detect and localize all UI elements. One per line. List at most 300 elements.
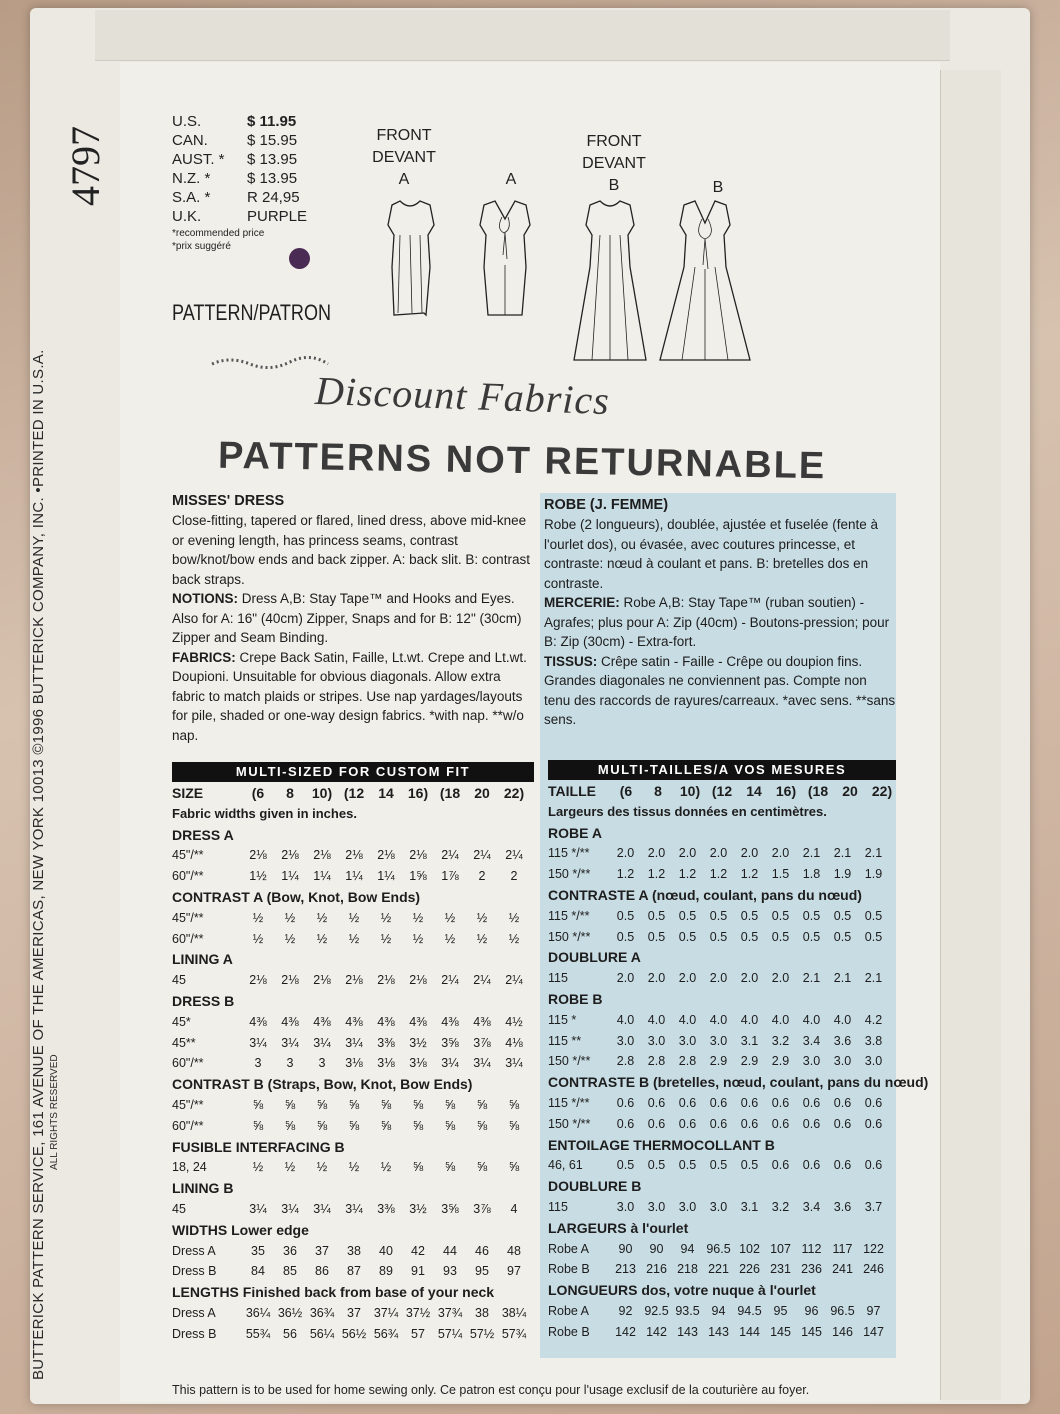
table-cell: 38¼ bbox=[501, 1305, 527, 1320]
table-section-heading: DOUBLURE B bbox=[548, 1178, 642, 1195]
row-label: 115 bbox=[548, 971, 568, 986]
table-cell: 2⅛ bbox=[377, 973, 395, 988]
table-cell: ⅝ bbox=[412, 1097, 424, 1112]
size-cell: (18 bbox=[439, 785, 461, 801]
table-cell: 2⅛ bbox=[313, 973, 331, 988]
table-cell: ½ bbox=[412, 910, 424, 925]
table-cell: 2⅛ bbox=[377, 848, 395, 863]
price-country: CAN. bbox=[172, 132, 208, 149]
yardage-table bbox=[172, 783, 540, 1345]
row-label: 45** bbox=[172, 1035, 196, 1050]
table-cell: 2⅛ bbox=[345, 848, 363, 863]
fabrics-text-fr bbox=[544, 652, 896, 730]
price-country: U.S. bbox=[172, 113, 202, 130]
table-cell: 3¼ bbox=[281, 1035, 299, 1050]
table-cell: 226 bbox=[739, 1262, 760, 1277]
table-cell: 93 bbox=[443, 1264, 457, 1279]
description-text: Close-fitting, tapered or flared, lined dress, above mid-knee or evening length, has princess seams, contrast bow/knot/bow ends and back zipper. A: back slit. B: contrast back straps. bbox=[172, 513, 530, 587]
table-cell: 1.9 bbox=[864, 867, 883, 882]
table-cell: 84 bbox=[251, 1264, 265, 1279]
table-cell: 0.5 bbox=[616, 908, 635, 923]
table-cell: 1.2 bbox=[647, 867, 666, 882]
table-section-heading: ENTOILAGE THERMOCOLLANT B bbox=[548, 1136, 775, 1153]
table-section-heading: FUSIBLE INTERFACING B bbox=[172, 1138, 345, 1155]
table-cell: 95 bbox=[475, 1264, 489, 1279]
table-cell: 3.0 bbox=[647, 1033, 666, 1048]
table-cell: 0.5 bbox=[802, 908, 821, 923]
row-label: 46, 61 bbox=[548, 1158, 583, 1173]
size-cell: (18 bbox=[807, 783, 829, 799]
table-row bbox=[172, 1033, 540, 1054]
table-cell: 0.5 bbox=[647, 1158, 666, 1173]
table-cell: 1.2 bbox=[709, 867, 728, 882]
table-cell: ⅝ bbox=[508, 1118, 520, 1133]
table-cell: ⅝ bbox=[380, 1097, 392, 1112]
size-cell: 10) bbox=[311, 785, 333, 801]
table-section-heading: DRESS B bbox=[172, 992, 235, 1009]
table-cell: 0.5 bbox=[771, 908, 790, 923]
row-label: 45 bbox=[172, 1201, 186, 1216]
table-cell: 36¼ bbox=[245, 1305, 271, 1320]
table-cell: 2.0 bbox=[678, 971, 697, 986]
table-cell: 89 bbox=[379, 1264, 393, 1279]
garment-title-fr: ROBE (J. FEMME) bbox=[544, 497, 669, 513]
table-cell: 4.0 bbox=[771, 1012, 790, 1027]
table-cell: ½ bbox=[476, 910, 488, 925]
size-cell: 8 bbox=[286, 785, 294, 801]
table-section-heading: LARGEURS à l'ourlet bbox=[548, 1219, 689, 1236]
row-label: 150 */** bbox=[548, 1116, 591, 1131]
store-stamp: Discount Fabrics bbox=[314, 367, 611, 424]
size-cell: 16) bbox=[775, 783, 797, 799]
fabrics-text bbox=[172, 648, 534, 746]
table-cell: 1⅞ bbox=[441, 869, 459, 884]
view-letter: B bbox=[712, 179, 724, 196]
table-row bbox=[172, 1324, 540, 1345]
price-row bbox=[172, 131, 317, 150]
color-code-dot bbox=[289, 248, 310, 269]
table-cell: 92.5 bbox=[644, 1303, 669, 1318]
table-cell: 0.6 bbox=[802, 1116, 821, 1131]
table-cell: 93.5 bbox=[675, 1303, 700, 1318]
table-cell: 92 bbox=[618, 1303, 633, 1318]
table-cell: ⅝ bbox=[476, 1160, 488, 1175]
table-cell: 0.5 bbox=[647, 908, 666, 923]
table-cell: 2⅛ bbox=[249, 973, 267, 988]
table-cell: 0.5 bbox=[740, 1158, 759, 1173]
table-cell: 4⅜ bbox=[473, 1014, 491, 1029]
table-cell: 2.0 bbox=[616, 971, 635, 986]
table-cell: ½ bbox=[348, 910, 360, 925]
row-label: 45"/** bbox=[172, 910, 204, 925]
table-cell: ½ bbox=[316, 931, 328, 946]
row-label: 150 */** bbox=[548, 1054, 591, 1069]
size-cell: 20 bbox=[842, 783, 858, 799]
row-label: 60"/** bbox=[172, 869, 204, 884]
table-cell: 2.0 bbox=[740, 971, 759, 986]
table-cell: 3.0 bbox=[647, 1199, 666, 1214]
table-cell: 4.0 bbox=[709, 1012, 728, 1027]
table-cell: 56¼ bbox=[309, 1326, 335, 1341]
view-letter: A bbox=[505, 171, 517, 188]
table-cell: 3.0 bbox=[833, 1054, 852, 1069]
table-cell: 0.6 bbox=[833, 1095, 852, 1110]
table-cell: 216 bbox=[646, 1262, 667, 1277]
table-cell: 143 bbox=[677, 1324, 698, 1339]
table-cell: ⅝ bbox=[252, 1097, 264, 1112]
table-cell: ½ bbox=[316, 910, 328, 925]
dress-sketches bbox=[370, 195, 790, 395]
table-cell: 0.6 bbox=[802, 1095, 821, 1110]
table-row bbox=[548, 1322, 898, 1343]
size-label-fr: TAILLE bbox=[548, 783, 596, 799]
table-cell: 0.5 bbox=[833, 908, 852, 923]
table-cell: 4.0 bbox=[678, 1012, 697, 1027]
table-row bbox=[548, 1114, 898, 1135]
table-cell: 3¼ bbox=[345, 1201, 363, 1216]
table-cell: 56 bbox=[283, 1326, 297, 1341]
table-cell: 0.6 bbox=[771, 1095, 790, 1110]
table-cell: 97 bbox=[866, 1303, 881, 1318]
table-cell: 117 bbox=[832, 1241, 853, 1256]
table-cell: 0.5 bbox=[678, 929, 697, 944]
table-cell: 38 bbox=[347, 1243, 361, 1258]
table-cell: 2 bbox=[510, 869, 518, 884]
table-cell: 145 bbox=[770, 1324, 791, 1339]
table-cell: 122 bbox=[863, 1241, 884, 1256]
table-section-heading: CONTRASTE A (nœud, coulant, pans du nœud) bbox=[548, 886, 862, 903]
price-value: $ 13.95 bbox=[247, 151, 298, 168]
table-cell: 35 bbox=[251, 1243, 265, 1258]
table-cell: ⅝ bbox=[412, 1118, 424, 1133]
table-cell: 38 bbox=[475, 1305, 489, 1320]
table-cell: 3¼ bbox=[313, 1035, 331, 1050]
side-imprint bbox=[30, 349, 60, 1380]
table-cell: ½ bbox=[348, 931, 360, 946]
table-cell: 0.6 bbox=[616, 1095, 635, 1110]
price-note-fr: *prix suggéré bbox=[172, 241, 231, 252]
table-cell: 3.0 bbox=[616, 1199, 635, 1214]
table-cell: 56¾ bbox=[373, 1326, 399, 1341]
table-cell: 4⅜ bbox=[313, 1014, 331, 1029]
table-cell: 0.5 bbox=[740, 929, 759, 944]
table-section-heading: LINING B bbox=[172, 1180, 234, 1197]
price-row bbox=[172, 150, 317, 169]
table-cell: 2¼ bbox=[473, 973, 491, 988]
table-cell: 1¼ bbox=[313, 869, 331, 884]
price-country: N.Z. * bbox=[172, 170, 211, 187]
table-section-heading: ROBE A bbox=[548, 824, 602, 841]
table-cell: 4.0 bbox=[647, 1012, 666, 1027]
table-cell: 48 bbox=[507, 1243, 521, 1258]
size-cell: (12 bbox=[711, 783, 733, 799]
table-cell: 3.0 bbox=[709, 1199, 728, 1214]
table-cell: 2.0 bbox=[709, 971, 728, 986]
size-cell: 14 bbox=[746, 783, 762, 799]
table-section-heading: ROBE B bbox=[548, 990, 603, 1007]
table-cell: 2 bbox=[478, 869, 486, 884]
table-row bbox=[548, 1239, 898, 1260]
table-cell: 96.5 bbox=[830, 1303, 855, 1318]
row-label: 60"/** bbox=[172, 1118, 204, 1133]
size-cell: 10) bbox=[679, 783, 701, 799]
table-cell: 2.9 bbox=[709, 1054, 728, 1069]
dress-a-front-sketch bbox=[388, 201, 434, 315]
table-cell: 3.4 bbox=[802, 1033, 821, 1048]
table-cell: 3.6 bbox=[833, 1199, 852, 1214]
table-cell: 90 bbox=[618, 1241, 633, 1256]
table-cell: 3⅜ bbox=[377, 1035, 395, 1050]
table-cell: 3.0 bbox=[802, 1054, 821, 1069]
table-cell: 2.9 bbox=[740, 1054, 759, 1069]
price-note: *recommended price bbox=[172, 228, 265, 239]
table-cell: 3.6 bbox=[833, 1033, 852, 1048]
notions-label-fr: MERCERIE: bbox=[544, 595, 620, 610]
notions-body-fr: Robe A,B: Stay Tape™ (ruban soutien) - Agrafes; plus pour A: Zip (40cm) - Boutons-pression; pour B: Zip (30cm) - Extra-fort. bbox=[544, 595, 890, 649]
table-section-heading: DRESS A bbox=[172, 826, 234, 843]
notions-text bbox=[172, 589, 534, 648]
table-cell: 0.5 bbox=[678, 908, 697, 923]
table-cell: 3.2 bbox=[771, 1199, 790, 1214]
table-cell: 2.1 bbox=[864, 971, 883, 986]
table-cell: ⅝ bbox=[316, 1118, 328, 1133]
front-label: FRONT bbox=[586, 133, 642, 150]
table-cell: ½ bbox=[380, 910, 392, 925]
smudge-mark-icon bbox=[210, 350, 330, 374]
table-cell: 0.6 bbox=[678, 1095, 697, 1110]
table-cell: 3⅛ bbox=[345, 1056, 363, 1071]
table-cell: 3⅝ bbox=[441, 1201, 459, 1216]
table-cell: ½ bbox=[252, 910, 264, 925]
table-cell: 2.0 bbox=[771, 846, 790, 861]
table-cell: 1.2 bbox=[678, 867, 697, 882]
table-cell: ⅝ bbox=[284, 1118, 296, 1133]
row-label: Robe A bbox=[548, 1303, 590, 1318]
table-row bbox=[172, 929, 540, 950]
table-cell: 36 bbox=[283, 1243, 297, 1258]
table-cell: 3 bbox=[286, 1056, 294, 1071]
table-cell: 3½ bbox=[409, 1035, 427, 1050]
price-value: R 24,95 bbox=[247, 189, 300, 206]
notions-label: NOTIONS: bbox=[172, 591, 238, 606]
table-row bbox=[172, 1012, 540, 1033]
table-cell: 4⅜ bbox=[281, 1014, 299, 1029]
table-cell: 2⅛ bbox=[281, 973, 299, 988]
table-cell: 3⅜ bbox=[377, 1201, 395, 1216]
table-row bbox=[172, 1241, 540, 1262]
notions-text-fr bbox=[544, 593, 896, 652]
table-cell: ½ bbox=[412, 931, 424, 946]
table-cell: 86 bbox=[315, 1264, 329, 1279]
table-cell: 94 bbox=[711, 1303, 726, 1318]
table-cell: 0.5 bbox=[616, 929, 635, 944]
table-cell: 2⅛ bbox=[249, 848, 267, 863]
table-cell: 96.5 bbox=[706, 1241, 731, 1256]
table-cell: 0.6 bbox=[740, 1095, 759, 1110]
table-cell: ⅝ bbox=[348, 1118, 360, 1133]
table-cell: 2.0 bbox=[616, 846, 635, 861]
row-label: Dress B bbox=[172, 1264, 217, 1279]
table-cell: 3¼ bbox=[249, 1201, 267, 1216]
table-cell: 2.0 bbox=[647, 971, 666, 986]
table-cell: 2¼ bbox=[441, 848, 459, 863]
rights-line: ALL RIGHTS RESERVED bbox=[49, 1054, 60, 1170]
table-row bbox=[548, 1051, 898, 1072]
fabrics-label: FABRICS: bbox=[172, 649, 236, 665]
row-label: Dress A bbox=[172, 1243, 216, 1258]
table-cell: 36½ bbox=[277, 1305, 303, 1320]
table-cell: 4.0 bbox=[833, 1012, 852, 1027]
table-cell: ⅝ bbox=[380, 1118, 392, 1133]
table-cell: 0.5 bbox=[678, 1158, 697, 1173]
table-cell: 2.0 bbox=[647, 846, 666, 861]
table-cell: 144 bbox=[739, 1324, 760, 1339]
table-cell: 218 bbox=[677, 1262, 698, 1277]
row-label: 115 ** bbox=[548, 1033, 582, 1048]
table-cell: 0.6 bbox=[740, 1116, 759, 1131]
table-section-heading: DOUBLURE A bbox=[548, 949, 641, 966]
table-cell: ⅝ bbox=[444, 1118, 456, 1133]
view-letter: B bbox=[608, 177, 620, 194]
table-cell: ½ bbox=[508, 910, 520, 925]
size-cell: 22) bbox=[871, 783, 893, 799]
table-row bbox=[548, 1259, 898, 1280]
row-label: 60"/** bbox=[172, 1056, 204, 1071]
table-cell: 3.0 bbox=[678, 1033, 697, 1048]
table-cell: 0.5 bbox=[864, 908, 883, 923]
table-cell: 2.1 bbox=[833, 971, 852, 986]
table-cell: 37 bbox=[315, 1243, 329, 1258]
table-cell: 1¼ bbox=[281, 869, 299, 884]
table-cell: 0.6 bbox=[709, 1095, 728, 1110]
table-cell: 2⅛ bbox=[409, 973, 427, 988]
row-label: Robe A bbox=[548, 1241, 590, 1256]
table-row bbox=[548, 968, 898, 989]
table-cell: ⅝ bbox=[252, 1118, 264, 1133]
table-cell: 3.1 bbox=[740, 1033, 759, 1048]
row-label: 115 */** bbox=[548, 1095, 590, 1110]
size-header-row bbox=[172, 783, 540, 804]
table-cell: 3½ bbox=[409, 1201, 427, 1216]
size-cell: (12 bbox=[343, 785, 365, 801]
table-row bbox=[548, 1093, 898, 1114]
table-cell: ½ bbox=[284, 1160, 296, 1175]
table-cell: ½ bbox=[252, 1160, 264, 1175]
table-cell: 94.5 bbox=[737, 1303, 762, 1318]
table-cell: 2.0 bbox=[740, 846, 759, 861]
table-cell: 3¼ bbox=[249, 1035, 267, 1050]
size-header-row-fr bbox=[548, 781, 898, 802]
table-cell: 4.0 bbox=[616, 1012, 635, 1027]
table-cell: 236 bbox=[801, 1262, 822, 1277]
table-cell: 0.6 bbox=[802, 1158, 821, 1173]
table-cell: 4½ bbox=[505, 1014, 523, 1029]
table-row bbox=[172, 1157, 540, 1178]
table-cell: 2¼ bbox=[473, 848, 491, 863]
table-cell: 213 bbox=[615, 1262, 636, 1277]
row-label: Dress A bbox=[172, 1305, 216, 1320]
table-cell: 145 bbox=[801, 1324, 822, 1339]
table-row bbox=[172, 1303, 540, 1324]
table-row bbox=[172, 970, 540, 991]
table-cell: ½ bbox=[380, 1160, 392, 1175]
size-table-banner: MULTI-SIZED FOR CUSTOM FIT bbox=[172, 762, 534, 782]
size-cell: (6 bbox=[251, 785, 265, 801]
table-cell: 142 bbox=[646, 1324, 667, 1339]
price-value: PURPLE bbox=[247, 208, 308, 225]
table-cell: 36¾ bbox=[309, 1305, 335, 1320]
table-cell: 0.5 bbox=[647, 929, 666, 944]
size-table-banner-fr: MULTI-TAILLES/A VOS MESURES bbox=[548, 760, 896, 780]
table-row bbox=[172, 1199, 540, 1220]
table-cell: 1¼ bbox=[345, 869, 363, 884]
size-cell: 20 bbox=[474, 785, 490, 801]
table-cell: ½ bbox=[444, 931, 456, 946]
table-cell: 94 bbox=[680, 1241, 695, 1256]
table-cell: ½ bbox=[348, 1160, 360, 1175]
table-cell: 0.6 bbox=[864, 1158, 883, 1173]
footer-note: This pattern is to be used for home sewing only. Ce patron est conçu pour l'usage exclusif de la couturière au foyer. bbox=[172, 1383, 810, 1397]
size-cell: 22) bbox=[503, 785, 525, 801]
price-row bbox=[172, 169, 317, 188]
table-cell: 2.1 bbox=[864, 846, 883, 861]
view-letter: A bbox=[398, 171, 410, 188]
size-cell: 16) bbox=[407, 785, 429, 801]
envelope-flap bbox=[95, 10, 950, 61]
row-label: 18, 24 bbox=[172, 1160, 207, 1175]
table-cell: 1¼ bbox=[377, 869, 395, 884]
table-row bbox=[548, 1197, 898, 1218]
table-cell: ½ bbox=[444, 910, 456, 925]
table-cell: 42 bbox=[411, 1243, 425, 1258]
price-list bbox=[172, 112, 317, 252]
table-cell: 37 bbox=[347, 1305, 361, 1320]
pattern-label: PATTERN/PATRON bbox=[172, 300, 332, 325]
table-cell: 0.5 bbox=[709, 929, 728, 944]
table-cell: 95 bbox=[773, 1303, 788, 1318]
garment-title: MISSES' DRESS bbox=[172, 493, 285, 509]
row-label: 45"/** bbox=[172, 1097, 204, 1112]
table-row bbox=[548, 927, 898, 948]
table-cell: 2⅛ bbox=[409, 848, 427, 863]
price-row bbox=[172, 188, 317, 207]
width-note-fr: Largeurs des tissus données en centimètres. bbox=[548, 803, 827, 819]
price-country: AUST. * bbox=[172, 151, 225, 168]
table-cell: 57¼ bbox=[437, 1326, 463, 1341]
table-cell: ⅝ bbox=[284, 1097, 296, 1112]
table-cell: 3⅛ bbox=[409, 1056, 427, 1071]
table-cell: 102 bbox=[739, 1241, 760, 1256]
table-cell: 0.5 bbox=[740, 908, 759, 923]
table-cell: 87 bbox=[347, 1264, 361, 1279]
row-label: Robe B bbox=[548, 1324, 590, 1339]
table-cell: 4.0 bbox=[802, 1012, 821, 1027]
table-cell: 0.5 bbox=[709, 908, 728, 923]
table-cell: ½ bbox=[476, 931, 488, 946]
table-cell: 46 bbox=[475, 1243, 489, 1258]
table-cell: 3.1 bbox=[740, 1199, 759, 1214]
table-cell: 56½ bbox=[341, 1326, 367, 1341]
table-cell: 1.2 bbox=[740, 867, 759, 882]
table-cell: ⅝ bbox=[444, 1097, 456, 1112]
front-label: FRONT bbox=[376, 127, 432, 144]
table-cell: ½ bbox=[508, 931, 520, 946]
table-cell: ⅝ bbox=[476, 1097, 488, 1112]
table-cell: 1.2 bbox=[616, 867, 635, 882]
table-cell: ½ bbox=[316, 1160, 328, 1175]
table-section-heading: LENGTHS Finished back from base of your neck bbox=[172, 1284, 495, 1301]
width-note: Fabric widths given in inches. bbox=[172, 805, 357, 821]
